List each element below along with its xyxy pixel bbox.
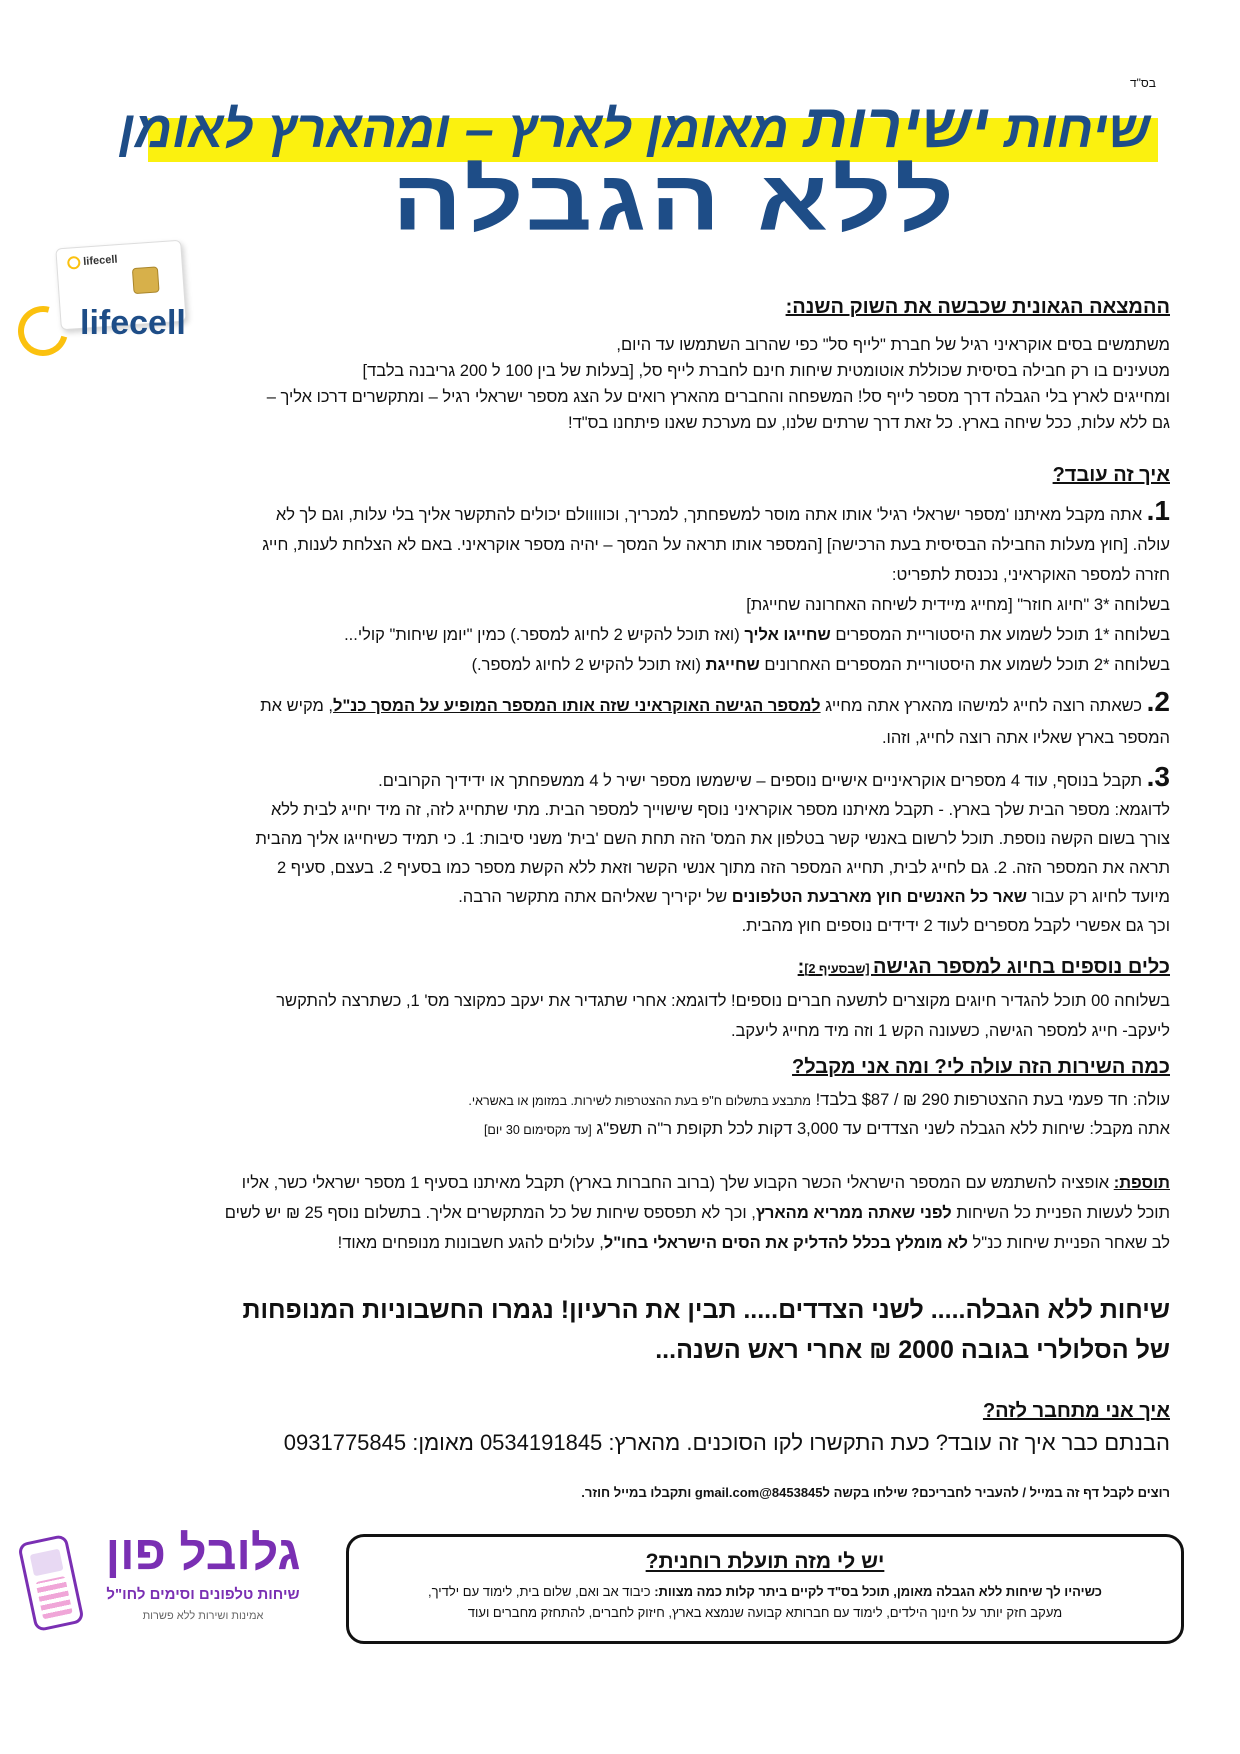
intro-line: ומחייגים לארץ בלי הגבלה דרך מספר לייף סל! המשפחה והחברים מהארץ רואים על הצג מספר ישראלי רגיל – ומתקשרים דרכו אליך – xyxy=(266,388,1170,406)
access-number-emphasis: למספר הגישה האוקראיני שזה אותו המספר המופיע על המסך כנ"ל xyxy=(333,697,821,715)
connect-heading: איך אני מתחבר לזה? xyxy=(982,1400,1170,1422)
spiritual-benefit-box xyxy=(346,1534,1184,1644)
addon-line: לב שאחר הפניית שיחות כנ"ל לא מומלץ בכלל להדליק את הסים הישראלי בחו"ל, עלולים להגע חשבונות מנופחים מאוד! xyxy=(337,1234,1170,1252)
how-3-line: תראה את המספר הזה. 2. גם לחייג לבית, תחייג המספר הזה מתוך אנשי הקשר וזאת ללא הקשת מספר כמו בסעיף 2. בעצם, סעיף 2 xyxy=(276,859,1170,877)
how-1-line: אתה מקבל מאיתנו 'מספר ישראלי רגיל' אותו אתה מוסר למשפחתך, למכריך, וכווווולם יכולים להתקשר אליך בלי עלות, וגם לך לא xyxy=(275,506,1147,524)
intro-body xyxy=(70,332,1170,436)
how-1-option: בשלוחה *2 תוכל לשמוע את היסטוריית המספרים האחרונים שחייגת (ואז תוכל להקיש 2 לחיוג למספר.) xyxy=(471,656,1170,674)
tools-heading: כלים נוספים בחיוג למספר הגישה [שבסעיף 2]: xyxy=(797,956,1170,978)
item-number: 3. xyxy=(1146,761,1170,792)
promo-section xyxy=(70,1290,1170,1370)
headline-unlimited: ללא הגבלה xyxy=(391,153,958,249)
spiritual-line: מעקב חזק יותר על חינוך הילדים, לימוד עם חברותא קבועה שנמצא בארץ, חיזוק לחברים, להתחזק מחברים ועוד xyxy=(467,1605,1063,1620)
globalphone-tagline: אמינות ושירות ללא פשרות xyxy=(142,1610,264,1622)
how-section xyxy=(70,462,1170,488)
email-request-line: רוצים לקבל דף זה במייל / להעביר לחבריכם? שילחו בקשה ל8453845@gmail.com ותקבלו במייל חוזר. xyxy=(581,1485,1170,1500)
how-1-option: בשלוחה *3 "חיוג חוזר" [מחייג מיידית לשיחה האחרונה שחייגת] xyxy=(746,596,1170,614)
intro-line: משתמשים בסים אוקראיני רגיל של חברת "לייף סל" כפי שהרוב השתמשו עד היום, xyxy=(616,336,1170,354)
intro-section xyxy=(70,294,1170,320)
lifecell-ring-icon xyxy=(67,256,81,270)
agent-phones: הבנתם כבר איך זה עובד? כעת התקשרו לקו הסוכנים. מהארץ: 0534191845 מאומן: 0931775845 xyxy=(283,1430,1170,1455)
promo-line: של הסלולרי בגובה 2000 ₪ אחרי ראש השנה... xyxy=(655,1336,1170,1364)
how-item-3: 3. תקבל בנוסף, עוד 4 מספרים אוקראיניים אישיים נוספים – שישמשו מספר ישיר ל 4 ממשפחתך או ידידיך הקרובים. לדוגמא: מספר הבית שלך בארץ. - תקבל מאיתנו מספר אוקראיני נוסף שישוייך למספר הבית. מתי שתחייג לזה, זה מיד יחייג לבית ללא צורך בשום הקשה נוספת. תוכל לרשום באנשי קשר בטלפון את המס' הזה תחת השם 'בית' משני סיבות: 1. כי תמיד כשיחייגו אליך מהבית תראה את המספר הזה. 2. גם לחייג לבית, תחייג המספר הזה מתוך אנשי הקשר וזאת ללא הקשת מספר כמו בסעיף 2. בעצם, סעיף 2 מיועד לחיוג רק עבור שאר כל האנשים חוץ מארבעת הטלפונים של יקיריך שאליהם אתה מתקשר הרבה. וכך גם אפשרי לקבל מספרים לעוד 2 ידידים נוספים חוץ מהבית. xyxy=(70,762,1170,941)
tools-line: ליעקב- חייג למספר הגישה, כשעונה הקש 1 וזה מיד מחייג ליעקב. xyxy=(730,1022,1170,1040)
spiritual-heading: יש לי מזה תועלת רוחנית? xyxy=(645,1550,885,1573)
intro-line: גם ללא עלות, ככל שיחה בארץ. כל זאת דרך שרתים שלנו, עם מערכת שאנו פיתחנו בס"ד! xyxy=(568,414,1170,432)
how-item-2: 2. כשאתה רוצה לחייג למישהו מהארץ אתה מחייג למספר הגישה האוקראיני שזה אותו המספר המופיע על המסך כנ"ל, מקיש את המספר בארץ שאליו אתה רוצה לחייג, וזהו. xyxy=(70,686,1170,754)
how-3-line: צורך בשום הקשה נוספת. תוכל לרשום באנשי קשר בטלפון את המס' הזה תחת השם 'בית' משני סיבות: 1. כי תמיד כשיחייגו אליך מהבית xyxy=(255,830,1170,848)
item-number: 2. xyxy=(1146,686,1170,717)
cost-line: אתה מקבל: שיחות ללא הגבלה לשני הצדדים עד 3,000 דקות לכל תקופת ר"ה תשפ"ג [עד מקסימום 30 יום] xyxy=(483,1120,1170,1138)
cost-section xyxy=(70,1054,1170,1144)
lifecell-ring-icon xyxy=(9,297,77,365)
how-3-line: מיועד לחיוג רק עבור שאר כל האנשים חוץ מארבעת הטלפונים של יקיריך שאליהם אתה מתקשר הרבה. xyxy=(458,888,1170,906)
sim-brand: lifecell xyxy=(67,253,118,269)
cost-heading: כמה השירות הזה עולה לי? ומה אני מקבל? xyxy=(792,1056,1170,1078)
email-link[interactable]: 8453845@gmail.com xyxy=(694,1485,823,1500)
addon-label: תוספת: xyxy=(1113,1174,1170,1192)
globalphone-logo xyxy=(18,1527,318,1640)
spiritual-line: כשיהיו לך שיחות ללא הגבלה מאומן, תוכל בס"ד לקיים ביתר קלות כמה מצוות: כיבוד אב ואם, שלום בית, לימוד עם ילדיך, xyxy=(428,1584,1102,1599)
intro-heading: ההמצאה הגאונית שכבשה את השוק השנה: xyxy=(785,296,1170,318)
how-heading: איך זה עובד? xyxy=(1052,464,1170,486)
item-number: 1. xyxy=(1146,495,1170,526)
addon-section: תוספת: אופציה להשתמש עם המספר הישראלי הכשר הקבוע שלך (ברוב החברות בארץ) תקבל מאיתנו בסעיף 1 מספר ישראלי כשר, אליו תוכל לעשות הפניית כל השיחות לפני שאתה ממריא מהארץ, וכך לא תפספס שיחות של כל המתקשרים אליך. בתשלום נוסף 25 ₪ יש לשים לב שאחר הפניית שיחות כנ"ל לא מומלץ בכלל להדליק את הסים הישראלי בחו"ל, עלולים להגע חשבונות מנופחים מאוד! xyxy=(70,1168,1170,1258)
intro-line: מטעינים בו רק חבילה בסיסית שכוללת אוטומטית שיחות חינם לחברת לייף סל, [בעלות של בין 100 ל 200 גריבנה בלבד] xyxy=(362,362,1170,380)
title-part-a: שיחות xyxy=(989,101,1150,159)
mobile-phone-icon xyxy=(17,1534,85,1632)
how-1-line: חזרה למספר האוקראיני, נכנסת לתפריט: xyxy=(891,566,1170,584)
promo-line: שיחות ללא הגבלה..... לשני הצדדים..... תבין את הרעיון! נגמרו החשבוניות המנופחות xyxy=(242,1296,1170,1324)
cost-line: עולה: חד פעמי בעת ההצטרפות 290 ₪ / $87 בלבד! מתבצע בתשלום ח"פ בעת ההצטרפות לשירות. במזומן או באשראי. xyxy=(468,1091,1170,1109)
how-1-line: עולה. [חוץ מעלות החבילה הבסיסית בעת הרכישה] [המספר אותו תראה על המסך – יהיה מספר אוקראיני. באם לא הצלחת לענות, חייג xyxy=(262,536,1170,554)
tools-line: בשלוחה 00 תוכל להגדיר חיוגים מקוצרים לתשעה חברים נוספים! לדוגמא: אחרי שתגדיר את יעקב כמקוצר מס' 1, כשתרצה להתקשר xyxy=(276,992,1170,1010)
title-part-b: מאומן לארץ – ומהארץ לאומן xyxy=(118,101,804,159)
sim-chip-icon xyxy=(132,266,160,294)
main-title xyxy=(118,92,1150,161)
how-3-line: וכך גם אפשרי לקבל מספרים לעוד 2 ידידים נוספים חוץ מהבית. xyxy=(741,917,1170,935)
how-item-1 xyxy=(70,496,1170,680)
bsd-mark: בס"ד xyxy=(1130,76,1156,90)
globalphone-title: גלובל פון xyxy=(105,1527,301,1580)
how-2-line: המספר בארץ שאליו אתה רוצה לחייג, וזהו. xyxy=(881,729,1170,747)
tools-section xyxy=(70,954,1170,1046)
how-1-option: בשלוחה *1 תוכל לשמוע את היסטוריית המספרים שחייגו אליך (ואז תוכל להקיש 2 לחיוג למספר.) כמין "יומן שיחות" קולי... xyxy=(344,626,1170,644)
lifecell-logo-text: lifecell xyxy=(80,304,186,342)
addon-line: תוכל לעשות הפניית כל השיחות לפני שאתה ממריא מהארץ, וכך לא תפספס שיחות של כל המתקשרים אליך. בתשלום נוסף 25 ₪ יש לשים xyxy=(224,1204,1170,1222)
how-3-line: לדוגמא: מספר הבית שלך בארץ. - תקבל מאיתנו מספר אוקראיני נוסף שישוייך למספר הבית. מתי שתחייג לזה, זה מיד יחייג לבית ללא xyxy=(270,801,1170,819)
connect-section xyxy=(70,1398,1170,1506)
globalphone-subtitle: שיחות טלפונים וסימים לחו"ל xyxy=(106,1586,300,1603)
title-emphasis: ישירות xyxy=(803,92,990,161)
